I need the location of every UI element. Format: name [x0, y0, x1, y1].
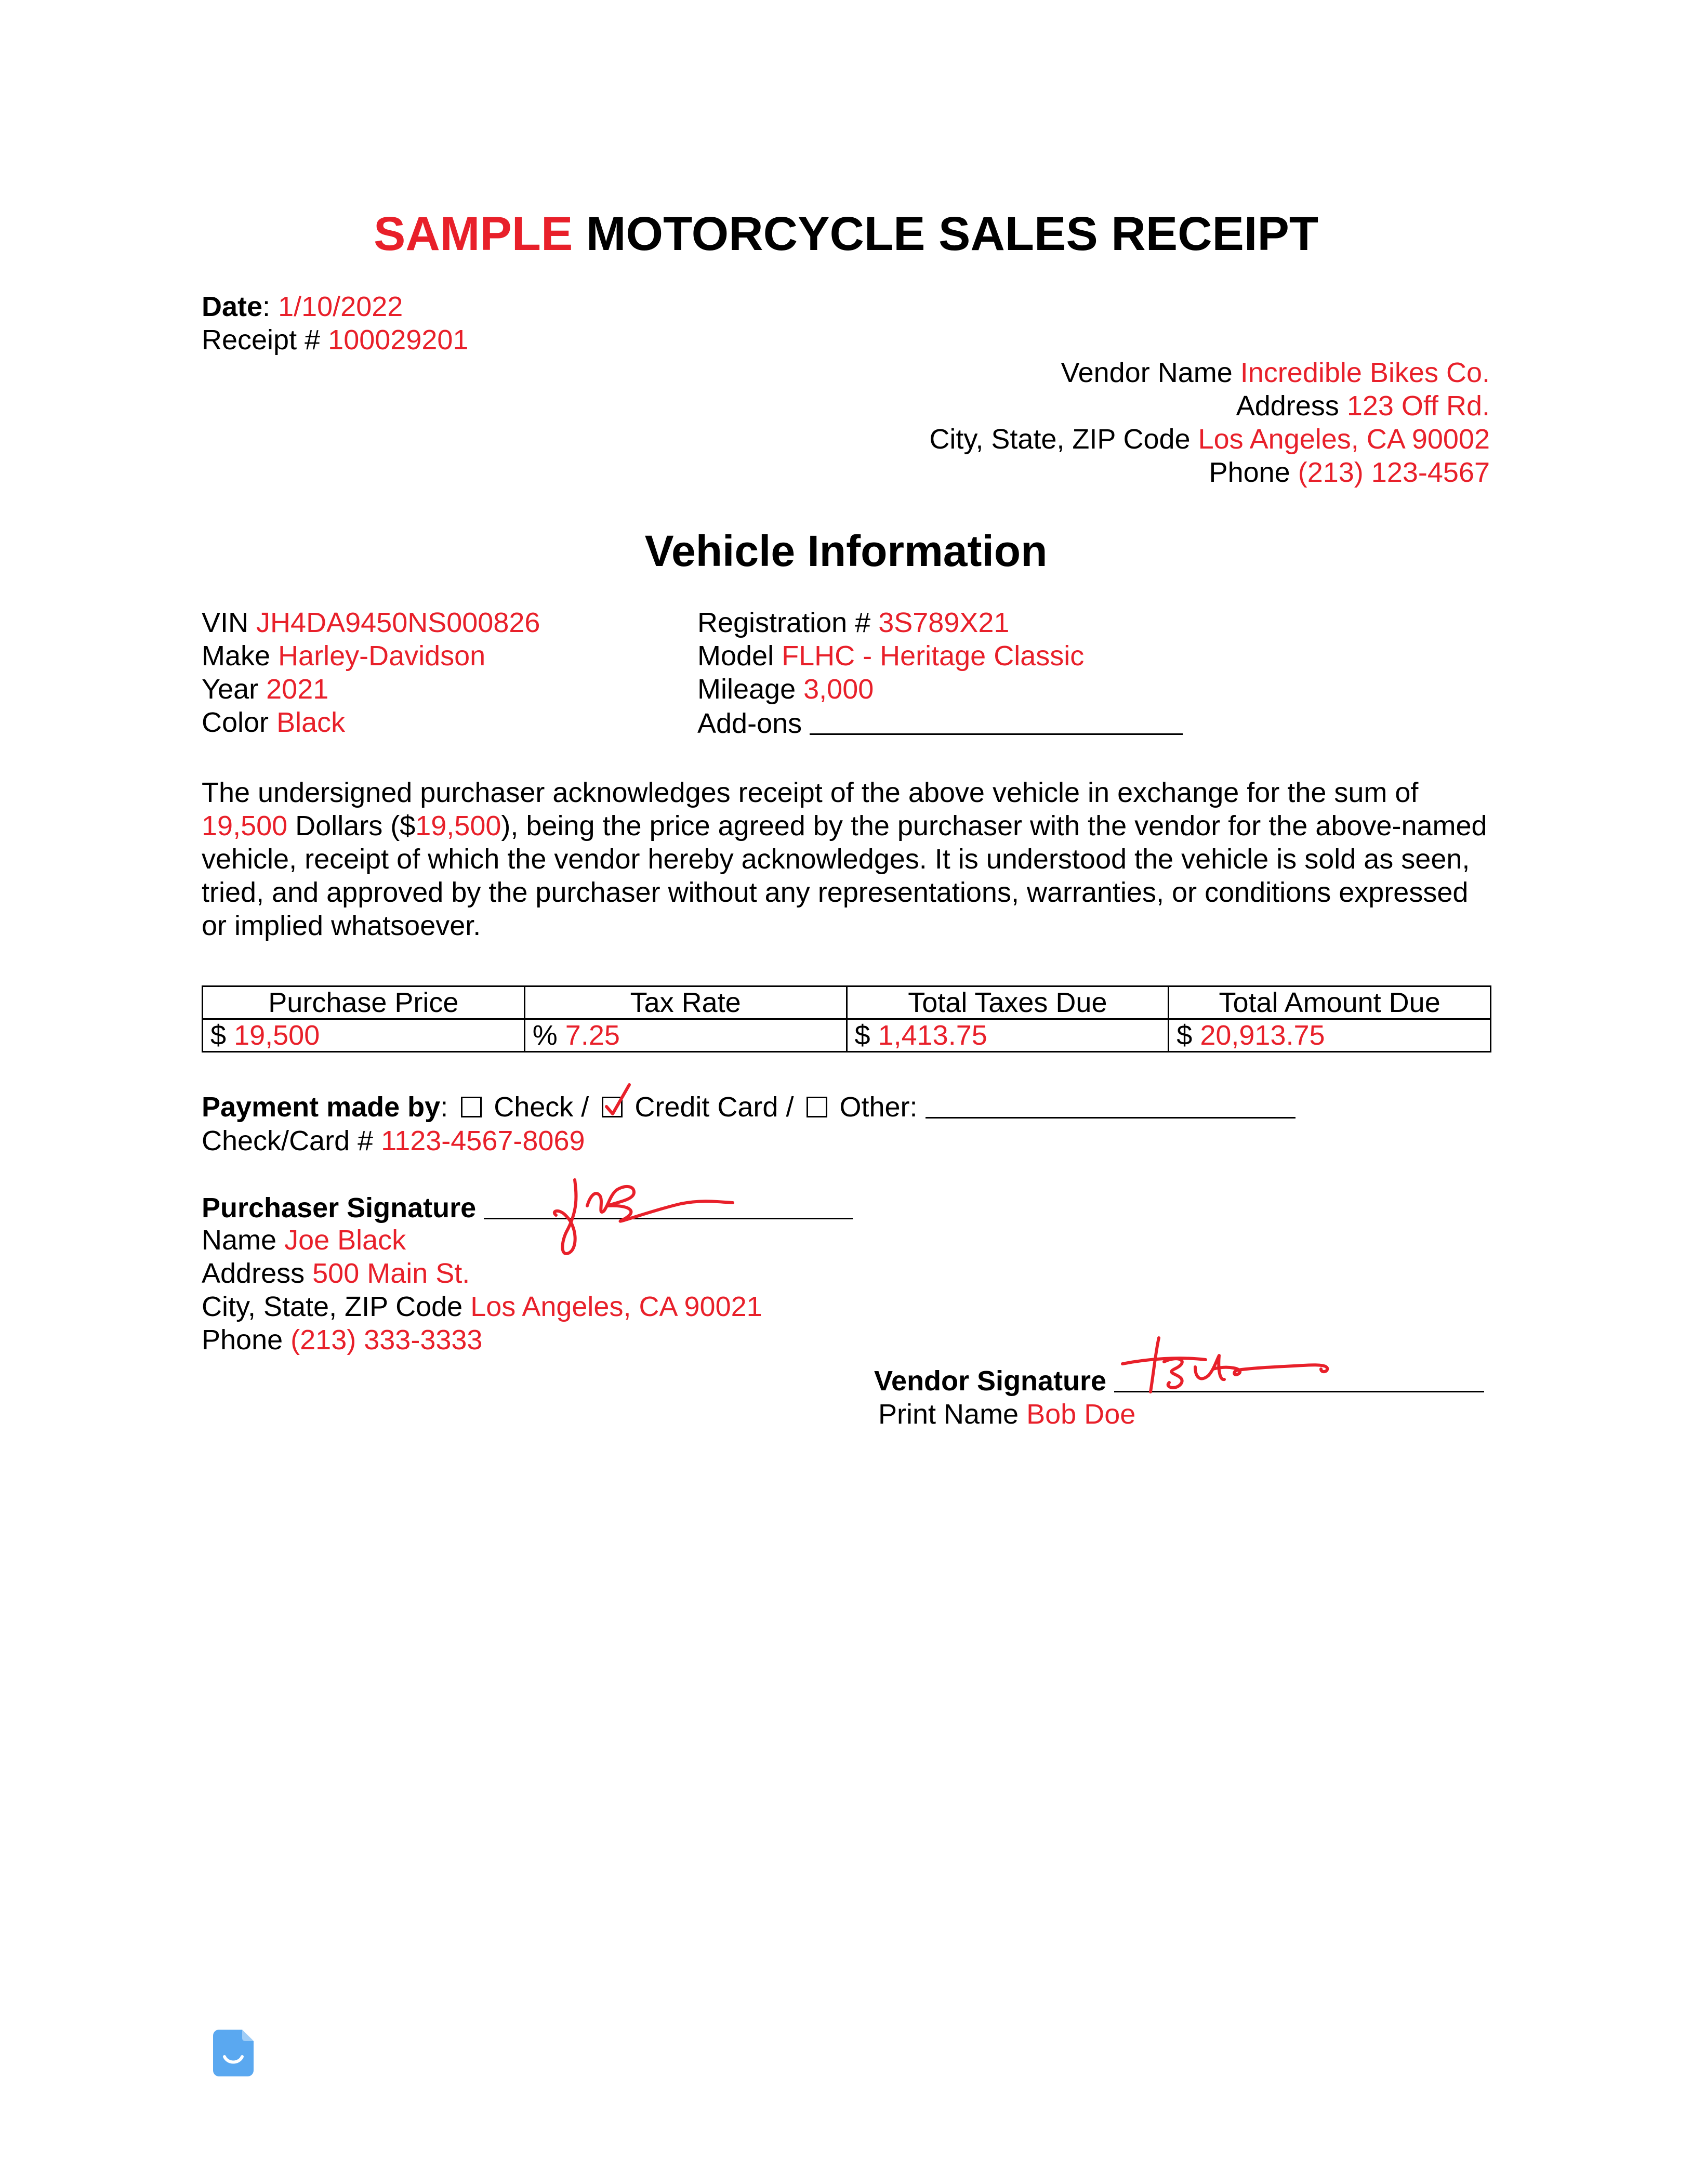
cell-tax-rate: % 7.25: [524, 1019, 847, 1052]
purchaser-signature-line: Purchaser Signature: [202, 1193, 853, 1222]
header-tax-rate: Tax Rate: [524, 986, 847, 1019]
credit-card-checkbox[interactable]: [602, 1097, 623, 1117]
vehicle-info-heading: Vehicle Information: [644, 527, 1048, 575]
cell-total-taxes: $ 1,413.75: [847, 1019, 1169, 1052]
vendor-name-line: Vendor Name Incredible Bikes Co.: [1061, 357, 1490, 388]
vendor-city-line: City, State, ZIP Code Los Angeles, CA 90002: [929, 424, 1490, 455]
vendor-signature-icon: [1117, 1331, 1341, 1403]
table-row: [203, 1019, 1491, 1052]
purchaser-signature-icon: [546, 1175, 754, 1268]
cell-purchase-price: $ 19,500: [203, 1019, 525, 1052]
header-total-taxes: Total Taxes Due: [847, 986, 1169, 1019]
checkmark-icon: [604, 1083, 636, 1119]
other-payment-field[interactable]: [926, 1092, 1296, 1119]
color-line: Color Black: [202, 707, 346, 738]
vin-line: VIN JH4DA9450NS000826: [202, 607, 540, 638]
acknowledgement-paragraph: The undersigned purchaser acknowledges receipt of the above vehicle in exchange for the sum of 19,500 Dollars ($19,500), being the price agreed by the purchaser with the vendor for the above-named vehicle, receipt of which the vendor hereby acknowledges. It is understood the vehicle is sold as seen, tried, and approved by the purchaser without any representations, warranties, or conditions expressed or implied whatsoever.: [202, 777, 1487, 941]
payment-method-line: Payment made by: Check / Credit Card / Other:: [202, 1092, 1296, 1121]
purchaser-address-line: Address 500 Main St.: [202, 1258, 470, 1289]
mileage-line: Mileage 3,000: [697, 674, 874, 705]
purchaser-phone-line: Phone (213) 333-3333: [202, 1324, 483, 1356]
purchaser-city-line: City, State, ZIP Code Los Angeles, CA 90021: [202, 1291, 762, 1322]
registration-line: Registration # 3S789X21: [697, 607, 1010, 638]
page-title: SAMPLE MOTORCYCLE SALES RECEIPT: [373, 207, 1319, 260]
table-header-row: [203, 986, 1491, 1019]
vendor-phone-line: Phone (213) 123-4567: [1209, 457, 1490, 488]
document-logo-icon: [213, 2030, 254, 2076]
addons-line: Add-ons: [697, 708, 1183, 738]
model-line: Model FLHC - Heritage Classic: [697, 640, 1085, 672]
price-table: [202, 985, 1491, 1052]
year-line: Year 2021: [202, 674, 329, 705]
addons-blank-field[interactable]: [810, 708, 1183, 735]
cell-total-amount: $ 20,913.75: [1169, 1019, 1491, 1052]
header-total-amount: Total Amount Due: [1169, 986, 1491, 1019]
vendor-address-line: Address 123 Off Rd.: [1236, 390, 1490, 422]
receipt-number-line: Receipt # 100029201: [202, 324, 469, 356]
date-line: Date: 1/10/2022: [202, 291, 403, 322]
purchaser-name-line: Name Joe Black: [202, 1225, 406, 1256]
make-line: Make Harley-Davidson: [202, 640, 486, 672]
vendor-print-name-line: Print Name Bob Doe: [878, 1399, 1136, 1430]
card-number-line: Check/Card # 1123-4567-8069: [202, 1125, 585, 1156]
check-checkbox[interactable]: [461, 1097, 482, 1117]
other-checkbox[interactable]: [807, 1097, 827, 1117]
header-purchase-price: Purchase Price: [203, 986, 525, 1019]
vendor-signature-line: Vendor Signature: [874, 1366, 1484, 1395]
